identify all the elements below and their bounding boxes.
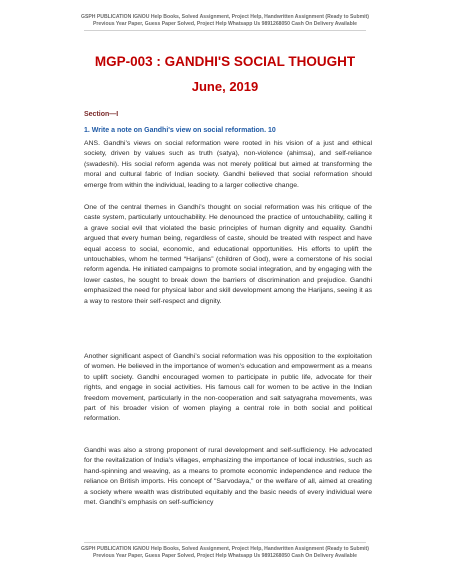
paragraph-1: ANS. Gandhi’s views on social reformation were rooted in his vision of a just and ethical society, driven by values such as truth (satya), non-violence (ahimsa), and self-reliance (swadeshi). His social reform agenda was not merely political but aimed at transforming the moral and cultural fabric of Indian society. Gandhi believed that social reformation should emerge from within the individual, leading to a larger collective change. bbox=[84, 140, 372, 189]
section-heading: Section—I bbox=[84, 111, 119, 118]
paragraph-4: Gandhi was also a strong proponent of rural development and self-sufficiency. He advocated for the revitalization of India’s villages, emphasizing the importance of local industries, such as hand-spinning and weaving, as a means to promote economic independence and reduce the reliance on British imports. His concept of "Sarvodaya," or the welfare of all, aimed at creating a society where wealth was distributed equitably and the basic needs of every individual were met. Gandhi’s emphasis on self-sufficiency bbox=[84, 447, 372, 507]
header-divider bbox=[84, 30, 366, 31]
paragraph-2: One of the central themes in Gandhi’s thought on social reformation was his critique of the caste system, particularly untouchability. He denounced the practice of untouchability, calling it a grave social evil that violated the basic principles of human dignity and equality. Gandhi argued that every human being, regardless of caste, should be treated with respect and have equal access to social, economic, and educational opportunities. His efforts to uplift the untouchables, whom he termed “Harijans” (children of God), were a cornerstone of his social reform agenda. He initiated campaigns to promote social integration, and by engaging with the lower castes, he sought to break down the barriers of discrimination and prejudice. Gandhi emphasized the need for physical labor and skill development among the Harijans, seeing it as a way to restore their self-respect and dignity. bbox=[84, 204, 372, 305]
page-footer bbox=[0, 546, 450, 560]
header-line-1: GSPH PUBLICATION IGNOU Help Books, Solved Assignment, Project Help, Handwritten Assignment (Ready to Submit) bbox=[81, 14, 369, 20]
footer-line-1: GSPH PUBLICATION IGNOU Help Books, Solved Assignment, Project Help, Handwritten Assignment (Ready to Submit) bbox=[81, 546, 369, 552]
paragraph-3: Another significant aspect of Gandhi’s social reformation was his opposition to the exploitation of women. He believed in the importance of women’s education and empowerment as a means to uplift society. Gandhi encouraged women to participate in public life, advocate for their rights, and engage in social activities. His famous call for women to be active in the Indian freedom movement, particularly in the non-cooperation and salt satyagraha movements, was part of his broader vision of women playing a central role in both social and political reformation. bbox=[84, 353, 372, 423]
footer-line-2: Previous Year Paper, Guess Paper Solved, Project Help Whatsapp Us 9891268050 Cash On Delivery Available bbox=[93, 553, 357, 559]
header-line-2: Previous Year Paper, Guess Paper Solved, Project Help Whatsapp Us 9891268050 Cash On Delivery Available bbox=[93, 21, 357, 27]
page-header bbox=[0, 14, 450, 28]
document-subtitle: June, 2019 bbox=[191, 79, 259, 94]
question-heading: 1. Write a note on Gandhi's view on social reformation. 10 bbox=[84, 127, 276, 134]
footer-divider bbox=[84, 542, 366, 543]
document-title: MGP-003 : GANDHI'S SOCIAL THOUGHT bbox=[94, 54, 356, 69]
